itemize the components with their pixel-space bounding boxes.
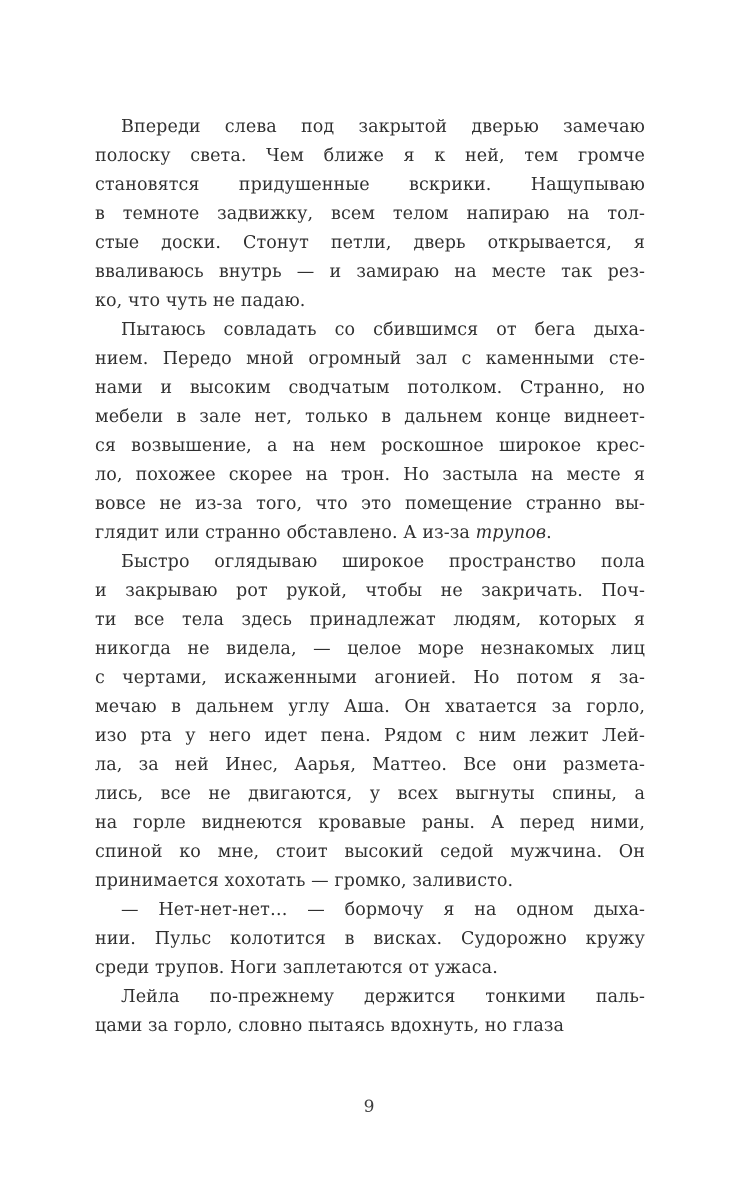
text-line: на горле виднеются кровавые раны. А перед ними, bbox=[95, 813, 645, 833]
text-line: и закрываю рот рукой, чтобы не закричать. Поч- bbox=[95, 581, 645, 601]
text-line: становятся придушенные вскрики. Нащупываю bbox=[95, 175, 645, 195]
text-line: Быстро оглядываю широкое пространство пола bbox=[121, 552, 645, 572]
text-line: глядит или странно обставлено. А из-за трупов. bbox=[95, 523, 552, 543]
text-line: нами и высоким сводчатым потолком. Странно, но bbox=[95, 378, 645, 398]
text-line: Впереди слева под закрытой дверью замечаю bbox=[121, 117, 645, 137]
text-line: вовсе не из-за того, что это помещение странно вы- bbox=[95, 494, 645, 514]
italic-text: трупов bbox=[475, 523, 547, 543]
paragraph bbox=[95, 896, 645, 983]
text-line: изо рта у него идет пена. Рядом с ним лежит Лей- bbox=[95, 726, 645, 746]
text-line: ло, похожее скорее на трон. Но застыла на месте я bbox=[95, 465, 645, 485]
text-line: ко, что чуть не падаю. bbox=[95, 291, 306, 311]
text-line: вваливаюсь внутрь — и замираю на месте так рез- bbox=[95, 262, 645, 282]
text-line: мечаю в дальнем углу Аша. Он хватается за горло, bbox=[95, 697, 645, 717]
text-line: спиной ко мне, стоит высокий седой мужчина. Он bbox=[95, 842, 645, 862]
text-line: принимается хохотать — громко, заливисто. bbox=[95, 871, 514, 891]
text-line: ти все тела здесь принадлежат людям, которых я bbox=[95, 610, 645, 630]
page-number: 9 bbox=[363, 1097, 375, 1117]
text-line: Лейла по-прежнему держится тонкими паль- bbox=[121, 987, 645, 1007]
text-line: полоску света. Чем ближе я к ней, тем громче bbox=[95, 146, 645, 166]
paragraph bbox=[95, 548, 645, 896]
text-line: стые доски. Стонут петли, дверь открывается, я bbox=[95, 233, 645, 253]
text-line: нии. Пульс колотится в висках. Судорожно кружу bbox=[95, 929, 645, 949]
text-line: с чертами, искаженными агонией. Но потом я за- bbox=[95, 668, 645, 688]
text-line: в темноте задвижку, всем телом напираю на тол- bbox=[95, 204, 645, 224]
text-line: Пытаюсь совладать со сбившимся от бега дыха- bbox=[121, 320, 645, 340]
text-line: — Нет-нет-нет… — бормочу я на одном дыха- bbox=[121, 900, 645, 920]
text-line: цами за горло, словно пытаясь вдохнуть, но глаза bbox=[95, 1016, 565, 1036]
text-line: ла, за ней Инес, Аарья, Маттео. Все они размета- bbox=[95, 755, 645, 775]
paragraph bbox=[95, 316, 645, 548]
body-text bbox=[95, 113, 645, 1041]
text-line: ся возвышение, а на нем роскошное широкое крес- bbox=[95, 436, 645, 456]
text-line: среди трупов. Ноги заплетаются от ужаса. bbox=[95, 958, 498, 978]
text-line: никогда не видела, — целое море незнакомых лиц bbox=[95, 639, 645, 659]
text-line: нием. Передо мной огромный зал с каменными сте- bbox=[95, 349, 645, 369]
paragraph bbox=[95, 113, 645, 316]
paragraph bbox=[95, 983, 645, 1041]
text-line: лись, все не двигаются, у всех выгнуты спины, а bbox=[95, 784, 645, 804]
text-line: мебели в зале нет, только в дальнем конце виднеет- bbox=[95, 407, 645, 427]
